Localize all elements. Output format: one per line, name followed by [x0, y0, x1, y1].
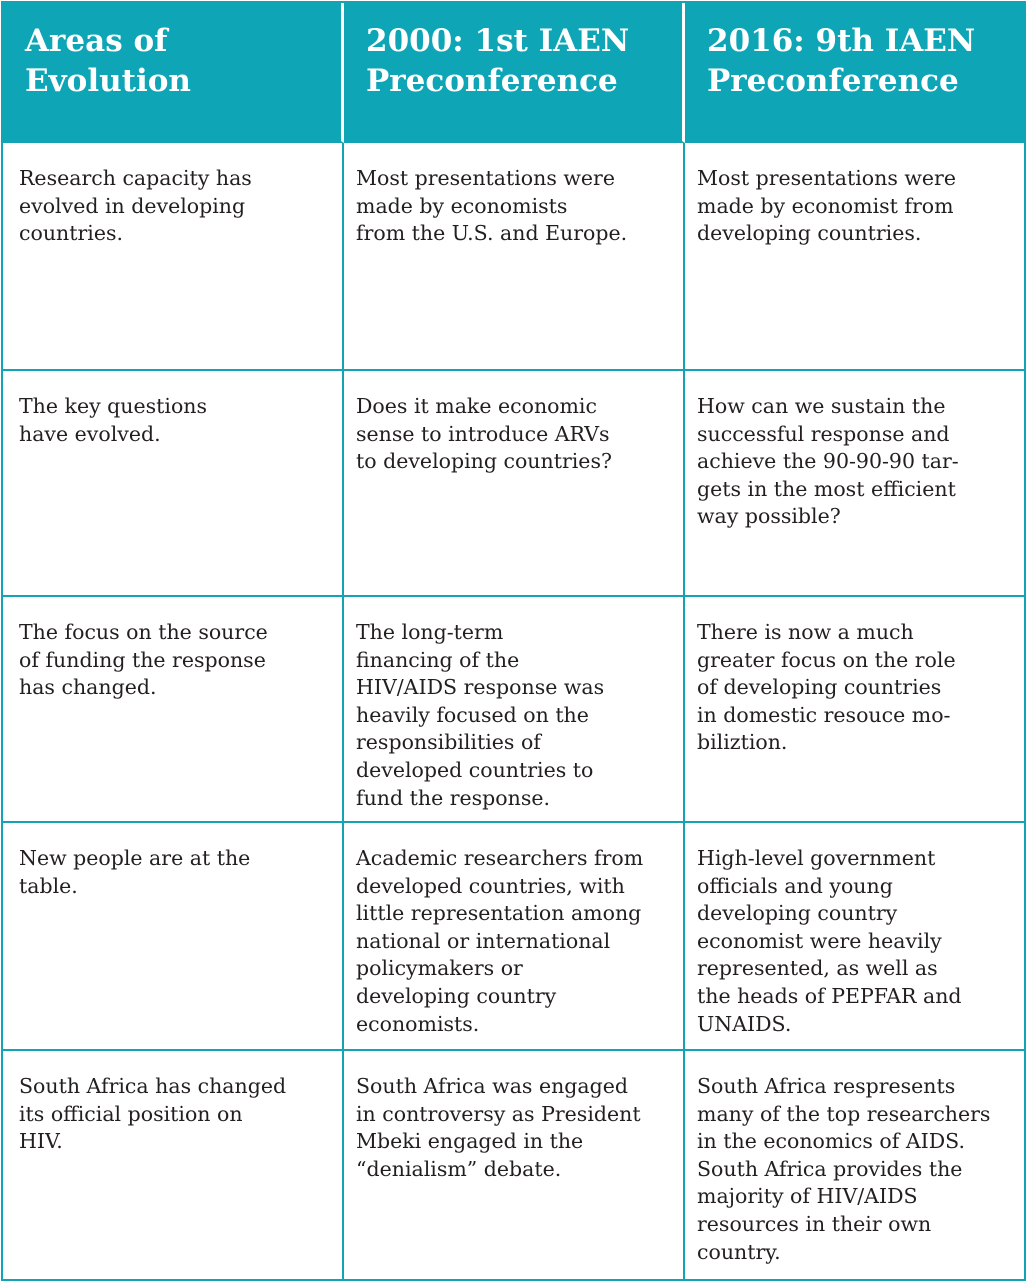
- evolution-table: [1, 1, 1026, 1281]
- row-3-2016: There is now a much greater focus on the role of developing countries in domestic resouce mo- biliztion.: [685, 597, 1024, 823]
- row-1-2000: Most presentations were made by economists from the U.S. and Europe.: [344, 143, 685, 371]
- header-2000-preconference: 2000: 1st IAEN Preconference: [344, 3, 685, 143]
- row-2-2000: Does it make economic sense to introduce ARVs to developing countries?: [344, 371, 685, 597]
- row-4-area: New people are at the table.: [3, 823, 344, 1051]
- row-5-2016: South Africa respresents many of the top researchers in the economics of AIDS. South Africa provides the majority of HIV/AIDS resources in their own country.: [697, 1074, 991, 1264]
- row-1-2016: Most presentations were made by economist from developing countries.: [685, 143, 1024, 371]
- row-2-area: The key questions have evolved.: [3, 371, 344, 597]
- row-5-2000: South Africa was engaged in controversy as President Mbeki engaged in the “denialism” debate.: [344, 1051, 685, 1279]
- row-3-2000: The long-term financing of the HIV/AIDS response was heavily focused on the responsibilities of developed countries to fund the response.: [344, 597, 685, 823]
- row-2-2016: How can we sustain the successful response and achieve the 90-90-90 tar- gets in the most efficient way possible?: [685, 371, 1024, 597]
- header-2016-preconference: 2016: 9th IAEN Preconference: [685, 3, 1024, 143]
- row-4-2000: Academic researchers from developed countries, with little representation among national or international policymakers or developing country economists.: [344, 823, 685, 1051]
- row-1-area: Research capacity has evolved in developing countries.: [3, 143, 344, 371]
- header-areas-of-evolution: Areas of Evolution: [3, 3, 344, 143]
- row-3-area: The focus on the source of funding the response has changed.: [3, 597, 344, 823]
- row-4-2016: High-level government officials and young developing country economist were heavily represented, as well as the heads of PEPFAR and UNAIDS.: [685, 823, 1024, 1051]
- row-5-area: South Africa has changed its official position on HIV.: [3, 1051, 344, 1279]
